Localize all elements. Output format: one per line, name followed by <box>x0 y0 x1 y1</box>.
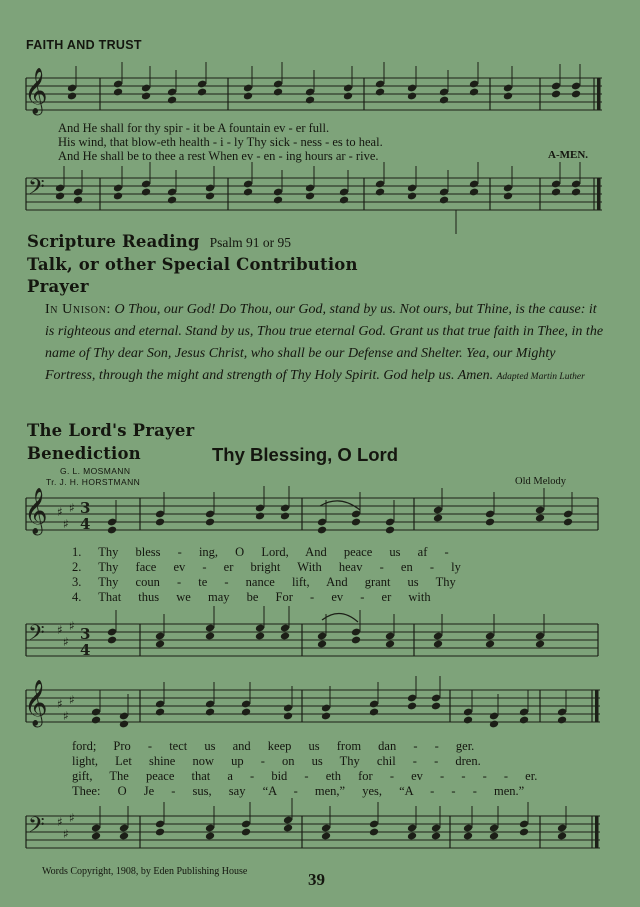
hymn1-bass-sharp: ♯ <box>57 623 63 637</box>
verse-4 <box>72 784 537 799</box>
top-treble-note <box>407 92 417 101</box>
hymn1-treble-note <box>385 526 395 535</box>
hymn1-treble-note <box>107 526 117 535</box>
hymn2-treble-note <box>431 702 441 711</box>
hymn-title: Thy Blessing, O Lord <box>212 444 399 465</box>
hymn1-bass-time-top: 3 <box>80 625 91 643</box>
top-bass-note <box>113 192 123 201</box>
hymn2-treble-note <box>119 720 129 729</box>
top-bass-note <box>55 192 65 201</box>
verse-text: 2. Thy face ev - er bright With heav - en - ly <box>72 560 461 574</box>
hymn1-bass-note <box>433 640 443 649</box>
top-bass-note <box>375 188 385 197</box>
hymn1-bass-time-bottom: 4 <box>80 641 91 659</box>
top-treble-note <box>343 92 353 101</box>
top-bass-note <box>141 188 151 197</box>
hymn2-treble-note <box>321 712 331 721</box>
hymn1-bass-note <box>351 636 361 645</box>
top-treble-final-thick <box>597 78 601 110</box>
hymn2-treble-note <box>407 702 417 711</box>
hymn1-bass-note <box>205 632 215 641</box>
prayer-intro: In Unison: <box>45 302 111 317</box>
top-bass-note <box>73 196 83 205</box>
hymn1-bass-bass-clef: 𝄢 <box>28 621 45 651</box>
hymn1-treble-note <box>535 514 545 523</box>
top-treble-amen-note <box>571 90 581 99</box>
verse-text: 1. Thy bless - ing, O Lord, And peace us af - <box>72 545 449 559</box>
section-header: FAITH AND TRUST <box>26 38 142 52</box>
hymn1-treble-sharp: ♯ <box>63 517 69 531</box>
top-treble-note <box>439 96 449 105</box>
hymn1-treble-note <box>280 512 290 521</box>
top-bass-final-thick <box>597 178 601 210</box>
verse-3 <box>72 575 461 590</box>
hymn1-bass-note <box>485 640 495 649</box>
hymn1-bass-sharp: ♯ <box>63 635 69 649</box>
hymn2-treble-note <box>283 712 293 721</box>
hymn-translator: Tr. J. H. HORSTMANN <box>46 477 141 487</box>
hymn2-treble-note <box>489 720 499 729</box>
top-treble-note <box>469 88 479 97</box>
verse-1 <box>72 545 461 560</box>
hymn1-bass-note <box>280 632 290 641</box>
hymn1-treble-note <box>433 514 443 523</box>
verse-3 <box>72 769 537 784</box>
top-bass-note <box>339 196 349 205</box>
hymn1-bass-note <box>317 640 327 649</box>
top-bass-note <box>167 196 177 205</box>
hymn1-treble-treble-clef: 𝄞 <box>24 488 48 534</box>
hymn2-bass-note <box>119 832 129 841</box>
amen-label: A-MEN. <box>548 149 589 161</box>
prayer-heading: Prayer <box>27 277 89 296</box>
hymn2-bass-note <box>155 828 165 837</box>
hymn2-treble-note <box>557 716 567 725</box>
hymn2-treble-note <box>155 708 165 717</box>
verse-text: 3. Thy coun - te - nance lift, And grant us Thy <box>72 575 456 589</box>
copyright-notice: Words Copyright, 1908, by Eden Publishing House <box>42 866 248 877</box>
hymn-author: G. L. MOSMANN <box>60 466 131 476</box>
top-bass-amen-note <box>551 188 561 197</box>
scripture-reading-heading: Scripture Reading <box>27 232 200 251</box>
hymn2-treble-note <box>369 708 379 717</box>
hymn2-treble-sharp: ♯ <box>69 693 75 707</box>
top-hymn-lyric-line-1: And He shall for thy spir - it be A fountain ev - er full. <box>58 121 330 135</box>
hymn2-bass-note <box>369 828 379 837</box>
hymn2-bass-sharp: ♯ <box>57 815 63 829</box>
hymn2-treble-final-thick <box>595 690 599 722</box>
hymn2-treble-sharp: ♯ <box>63 709 69 723</box>
hymn2-bass-note <box>241 828 251 837</box>
hymn2-treble-sharp: ♯ <box>57 697 63 711</box>
hymn1-bass-note <box>107 636 117 645</box>
top-bass-note <box>439 196 449 205</box>
top-hymn-lyric-line-2: His wind, that blow-eth health - i - ly Thy sick - ness - es to heal. <box>58 135 383 149</box>
verses-line-1 <box>72 545 461 605</box>
verse-text: light, Let shine now up - on us Thy chil - - dren. <box>72 754 481 768</box>
hymn2-bass-note <box>321 832 331 841</box>
verse-2 <box>72 754 537 769</box>
hymn1-treble-note <box>205 518 215 527</box>
hymn2-bass-final-thick <box>595 816 599 848</box>
hymn1-treble-note <box>563 518 573 527</box>
hymn2-bass-note <box>557 832 567 841</box>
top-treble-note <box>113 88 123 97</box>
hymn2-bass-note <box>407 832 417 841</box>
hymn2-bass-note <box>205 832 215 841</box>
hymn1-treble-sharp: ♯ <box>69 501 75 515</box>
hymn2-bass-bass-clef: 𝄢 <box>28 813 45 843</box>
top-bass-note <box>273 196 283 205</box>
hymn2-treble-note <box>241 708 251 717</box>
verse-1 <box>72 739 537 754</box>
verse-text: Thee: O Je - sus, say “A - men,” yes, “A - - - men.” <box>72 784 525 798</box>
top-treble-treble-clef: 𝄞 <box>24 68 48 114</box>
hymn1-bass-note <box>155 640 165 649</box>
hymn1-treble-time-top: 3 <box>80 499 91 517</box>
hymn2-bass-sharp: ♯ <box>63 827 69 841</box>
hymn2-treble-note <box>205 708 215 717</box>
hymn-tune: Old Melody <box>515 476 567 487</box>
top-bass-amen-note <box>571 188 581 197</box>
verse-text: ford; Pro - tect us and keep us from dan - - ger. <box>72 739 475 753</box>
verses-line-2 <box>72 739 537 799</box>
verse-text: 4. That thus we may be For - ev - er with <box>72 590 431 604</box>
hymn2-treble-note <box>463 716 473 725</box>
benediction-heading: Benediction <box>27 444 141 463</box>
hymn1-treble-note <box>155 518 165 527</box>
hymn2-bass-note <box>431 832 441 841</box>
hymn2-bass-note <box>489 832 499 841</box>
top-bass-note <box>243 188 253 197</box>
top-treble-note <box>503 92 513 101</box>
hymn1-treble-sharp: ♯ <box>57 505 63 519</box>
hymn2-bass-note <box>283 824 293 833</box>
top-hymn-lyric-line-3: And He shall be to thee a rest When ev - en - ing hours ar - rive. <box>58 149 379 163</box>
top-treble-amen-note <box>551 90 561 99</box>
top-bass-bass-clef: 𝄢 <box>28 175 45 205</box>
prayer-text: O Thou, our God! Do Thou, our God, stand by us. Not ours, but Thine, is the cause: it is righteous and eternal. Stand by us, Thou true eternal God. Grant us that true faith in Thee, in the name of Thy dear Son, Jesus Christ, who shall be our Defense and Shelter. Yea, our Mighty Fortress, through the might and strength of Thy Holy Spirit. God help us. Amen. <box>45 302 604 383</box>
prayer-credit: Adapted Martin Luther <box>496 372 585 382</box>
page-number: 39 <box>308 870 325 889</box>
hymn2-bass-sharp: ♯ <box>69 811 75 825</box>
hymn1-treble-time-bottom: 4 <box>80 515 91 533</box>
hymn2-treble-treble-clef: 𝄞 <box>24 680 48 726</box>
top-bass-note <box>503 192 513 201</box>
top-bass-note <box>469 188 479 197</box>
top-treble-note <box>375 88 385 97</box>
hymn1-treble-note <box>317 526 327 535</box>
hymn1-bass-slur <box>322 613 358 622</box>
verse-4 <box>72 590 461 605</box>
hymn2-bass-note <box>91 832 101 841</box>
talk-heading: Talk, or other Special Contribution <box>27 255 358 274</box>
top-treble-note <box>273 88 283 97</box>
top-treble-note <box>243 92 253 101</box>
hymn2-bass-note <box>463 832 473 841</box>
unison-prayer <box>45 299 605 388</box>
lords-prayer-heading: The Lord's Prayer <box>27 421 195 440</box>
hymn1-treble-note <box>255 512 265 521</box>
psalm-reference: Psalm 91 or 95 <box>209 235 292 250</box>
top-treble-note <box>141 92 151 101</box>
top-treble-note <box>305 96 315 105</box>
hymn1-treble-note <box>485 518 495 527</box>
top-bass-note <box>407 192 417 201</box>
hymn2-bass-note <box>519 828 529 837</box>
verse-2 <box>72 560 461 575</box>
hymn1-bass-sharp: ♯ <box>69 619 75 633</box>
hymn2-treble-note <box>519 716 529 725</box>
top-treble-note <box>197 88 207 97</box>
hymn2-treble-note <box>91 716 101 725</box>
top-treble-note <box>167 96 177 105</box>
verse-text: gift, The peace that a - bid - eth for - ev - - - - er. <box>72 769 538 783</box>
hymn1-treble-note <box>351 518 361 527</box>
top-bass-note <box>205 192 215 201</box>
hymn1-bass-note <box>255 632 265 641</box>
top-bass-note <box>305 192 315 201</box>
hymn1-bass-note <box>385 640 395 649</box>
top-treble-note <box>67 92 77 101</box>
scripture-reading-row <box>27 232 291 252</box>
hymn1-bass-note <box>535 640 545 649</box>
